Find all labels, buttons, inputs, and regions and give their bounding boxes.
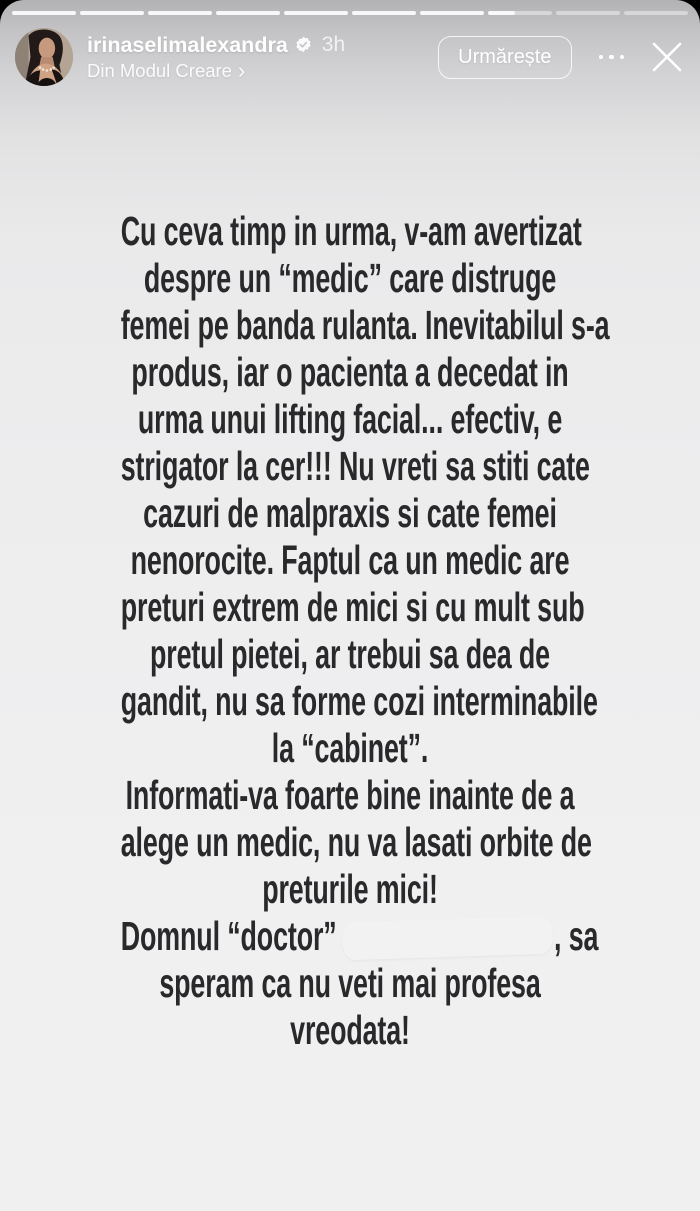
story-text-line: alege un medic, nu va lasati orbite de	[120, 819, 592, 865]
story-text-line: cazuri de malpraxis si cate femei	[143, 490, 557, 536]
story-text-line: despre un “medic” care distruge	[143, 255, 557, 301]
progress-segment	[420, 11, 484, 15]
verified-badge-icon	[295, 36, 312, 53]
avatar[interactable]	[15, 28, 73, 86]
story-progress-bar	[12, 11, 688, 15]
progress-segment	[556, 11, 620, 15]
story-text-line: Cu ceva timp in urma, v-am avertizat	[120, 208, 582, 254]
identity-block	[87, 33, 345, 82]
story-text-line: gandit, nu sa forme cozi interminabile	[120, 678, 598, 724]
story-text-line: speram ca nu veti mai profesa	[159, 960, 541, 1006]
story-text-line: Informati-va foarte bine inainte de a	[125, 772, 575, 818]
username[interactable]: irinaselimalexandra	[87, 32, 288, 57]
progress-segment	[352, 11, 416, 15]
story-text-line: femei pe banda rulanta. Inevitabilul s-a	[120, 302, 610, 348]
story-text-line: produs, iar o pacienta a decedat in	[131, 349, 569, 395]
close-icon[interactable]	[648, 38, 686, 76]
story-text	[120, 208, 610, 1054]
progress-segment	[488, 11, 552, 15]
story-text-line: nenorocite. Faptul ca un medic are	[130, 537, 570, 583]
story-text-line: Domnul “doctor” , sa	[120, 913, 599, 959]
story-text-line: preturi extrem de mici si cu mult sub	[120, 584, 585, 630]
progress-segment	[148, 11, 212, 15]
chevron-right-icon: ›	[237, 57, 246, 83]
progress-segment	[284, 11, 348, 15]
follow-button[interactable]: Urmărește	[438, 36, 571, 79]
story-text-line: strigator la cer!!! Nu vreti sa stiti cate	[120, 443, 590, 489]
progress-segment	[12, 11, 76, 15]
progress-segment	[80, 11, 144, 15]
progress-segment	[624, 11, 688, 15]
story-header	[15, 26, 686, 88]
story-text-line: la “cabinet”.	[271, 725, 429, 771]
more-options-icon[interactable]	[599, 37, 625, 77]
censored-name-blob	[342, 916, 553, 961]
story-text-line: pretul pietei, ar trebui sa dea de	[149, 631, 550, 677]
story-source-link[interactable]	[87, 57, 345, 83]
story-text-line: urma unui lifting facial... efectiv, e	[137, 396, 563, 442]
story-text-line: vreodata!	[290, 1007, 410, 1053]
story-source-label: Din Modul Creare	[87, 59, 232, 81]
story-text-line: preturile mici!	[262, 866, 438, 912]
story-timestamp: 3h	[321, 32, 346, 56]
progress-segment	[216, 11, 280, 15]
